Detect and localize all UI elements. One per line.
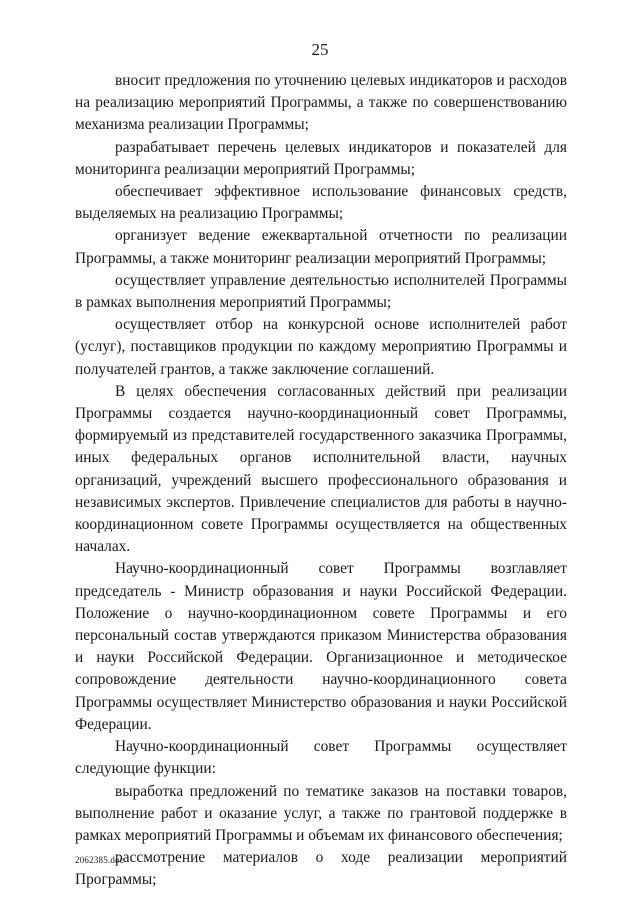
paragraph: Научно-координационный совет Программы возглавляет председатель - Министр образования и науки Российской Федерации. Положение о научно-координационном совете Программы и его персональный состав утверждаются приказом Министерства образования и науки Российской Федерации. Организационное и методическое сопровождение деятельности научно-координационного совета Программы осуществляет Министерство образования и науки Российской Федерации.	[75, 560, 567, 733]
paragraph: В целях обеспечения согласованных действий при реализации Программы создается научно-координационный совет Программы, формируемый из представителей государственного заказчика Программы, иных федеральных органов исполнительной власти, научных организаций, учреждений высшего профессионального образования и независимых экспертов. Привлечение специалистов для работы в научно-координационном совете Программы осуществляется на общественных началах.	[75, 382, 567, 556]
paragraph: осуществляет отбор на конкурсной основе исполнителей работ (услуг), поставщиков продукции по каждому мероприятию Программы и получателей грантов, а также заключение соглашений.	[75, 316, 567, 378]
paragraph: Научно-координационный совет Программы осуществляет следующие функции:	[75, 738, 567, 778]
paragraph: обеспечивает эффективное использование финансовых средств, выделяемых на реализацию Программы;	[75, 183, 567, 223]
paragraph: выработка предложений по тематике заказов на поставки товаров, выполнение работ и оказание услуг, а также по грантовой поддержке в рамках мероприятий Программы и объемам их финансового обеспечения;	[75, 782, 567, 844]
page-number: 25	[311, 40, 329, 59]
paragraph: организует ведение ежеквартальной отчетности по реализации Программы, а также мониторинг реализации мероприятий Программы;	[75, 227, 567, 267]
paragraph: рассмотрение материалов о ходе реализации мероприятий Программы;	[75, 849, 567, 889]
footer-filename: 2062385.doc	[75, 855, 124, 865]
paragraph: разрабатывает перечень целевых индикаторов и показателей для мониторинга реализации мероприятий Программы;	[75, 138, 567, 178]
paragraph: вносит предложения по уточнению целевых индикаторов и расходов на реализацию мероприятий Программы, а также по совершенствованию механизма реализации Программы;	[75, 72, 567, 134]
document-body	[75, 70, 567, 892]
paragraph: осуществляет управление деятельностью исполнителей Программы в рамках выполнения мероприятий Программы;	[75, 271, 567, 312]
